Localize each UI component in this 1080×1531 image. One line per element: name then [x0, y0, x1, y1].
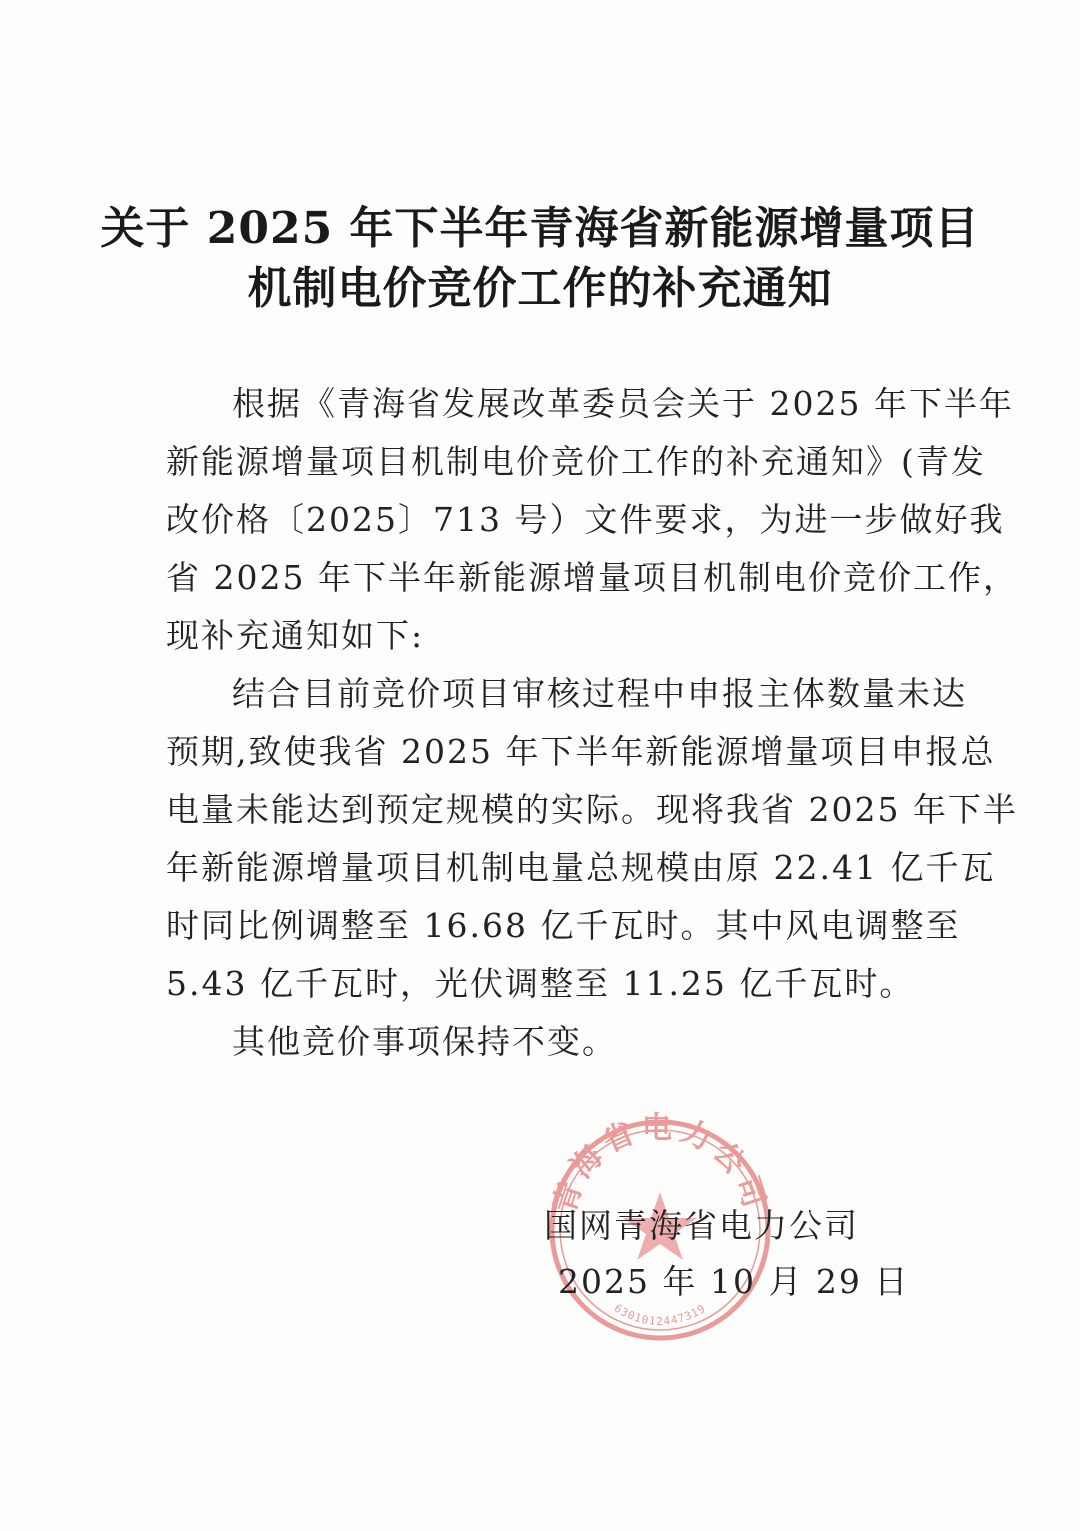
issuing-organization: 国网青海省电力公司 — [544, 1206, 859, 1245]
paragraph-1-line-5: 现补充通知如下: — [166, 616, 425, 655]
svg-text:6301012447319: 6301012447319 — [611, 1301, 709, 1328]
document-title-line-1: 关于 2025 年下半年青海省新能源增量项目 — [100, 203, 980, 254]
paragraph-1-line-4: 省 2025 年下半年新能源增量项目机制电价竞价工作， — [166, 558, 1018, 597]
paragraph-2-line-5: 时同比例调整至 16.68 亿千瓦时。其中风电调整至 — [166, 906, 961, 945]
paragraph-2-line-6: 5.43 亿千瓦时，光伏调整至 11.25 亿千瓦时。 — [166, 964, 915, 1003]
paragraph-2-line-1: 结合目前竞价项目审核过程中申报主体数量未达 — [232, 674, 967, 713]
paragraph-1-line-1: 根据《青海省发展改革委员会关于 2025 年下半年 — [232, 384, 1014, 423]
paragraph-3: 其他竞价事项保持不变。 — [232, 1022, 617, 1061]
paragraph-2-line-2: 预期,致使我省 2025 年下半年新能源增量项目申报总 — [166, 732, 996, 771]
issue-date: 2025 年 10 月 29 日 — [558, 1262, 910, 1301]
svg-text:青海省电力公司: 青海省电力公司 — [546, 1111, 774, 1218]
paragraph-1-line-2: 新能源增量项目机制电价竞价工作的补充通知》(青发 — [166, 442, 986, 481]
paragraph-2-line-4: 年新能源增量项目机制电量总规模由原 22.41 亿千瓦 — [166, 848, 996, 887]
paragraph-1-line-3: 改价格〔2025〕713 号）文件要求，为进一步做好我 — [166, 500, 1005, 539]
document-title-line-2: 机制电价竞价工作的补充通知 — [247, 263, 833, 314]
paragraph-2-line-3: 电量未能达到预定规模的实际。现将我省 2025 年下半 — [166, 790, 1018, 829]
